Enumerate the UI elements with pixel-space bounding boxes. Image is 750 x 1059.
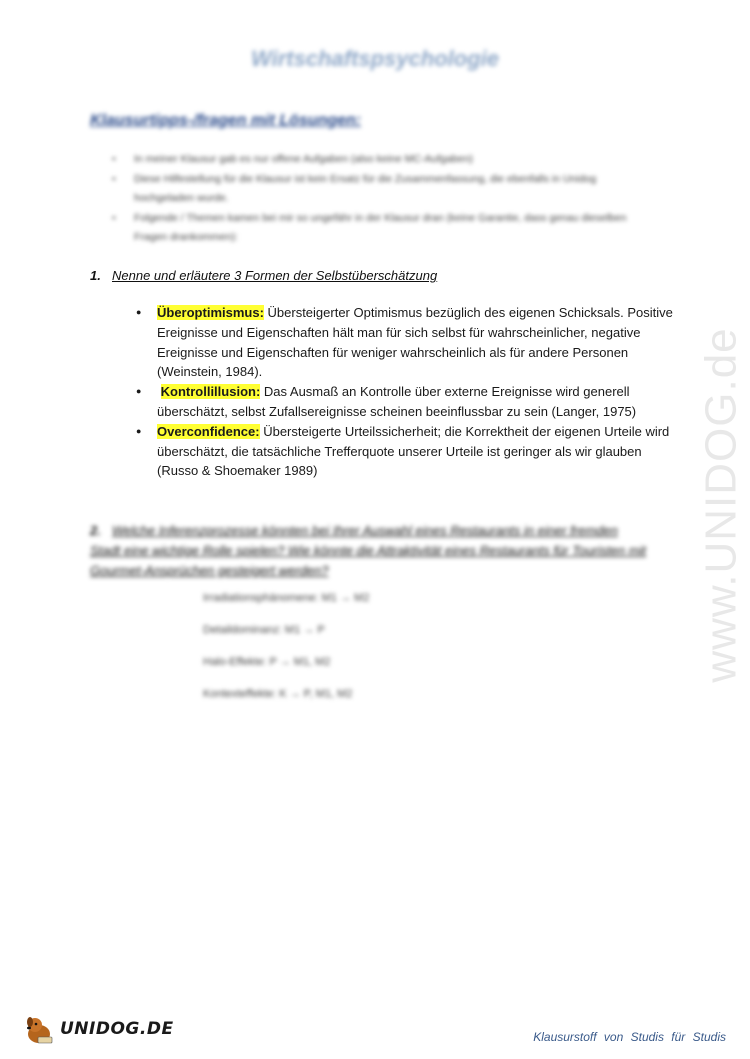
question-text: Welche Inferenzprozesse könnten bei Ihrer Auswahl eines Restaurants in einer fremden Stadt eine wichtige Rolle spielen? Wie könnte die Attraktivität eines Restaurants für Touristen mit Gourmet-Ansprüchen gesteigert werden? [90, 523, 647, 578]
answer-term: Überoptimismus: [157, 305, 264, 320]
answer-text: Das Ausmaß an Kontrolle über externe Ereignisse wird generell überschätzt, selbst Zufallsereignisse scheinen beeinflussbar zu sein (Langer, 1975) [157, 384, 637, 419]
question-2-heading [90, 521, 650, 581]
intro-list [112, 150, 652, 248]
answer-text: Übersteigerter Optimismus bezüglich des eigenen Schicksals. Positive Ereignisse und Eigenschaften hält man für sich selbst für wahrscheinlicher, negative Ereignisse und Eigenschaften für weniger wahrscheinlich als für andere Personen (Weinstein, 1984). [157, 305, 673, 380]
intro-bullet: ▪ Folgende / Themen kamen bei mir so ungefähr in der Klausur dran (keine Garantie, dass genau dieselben Fragen drankommen): [112, 209, 652, 248]
unidog-logo[interactable] [22, 1012, 174, 1046]
answer-line: Irradiationsphänomene: M1 → M2 [203, 592, 370, 604]
question-number: 1. [90, 268, 101, 283]
answer-line: Halo-Effekte: P → M1, M2 [203, 656, 331, 668]
answer-term: Kontrollillusion: [160, 384, 261, 400]
watermark-text: www.UNIDOG.de [697, 327, 747, 683]
answer-line: Detaildominanz: M1 → P [203, 624, 325, 636]
answer-item [136, 382, 676, 422]
question-1-answers [136, 303, 676, 481]
question-number: 2. [90, 523, 101, 538]
footer-tagline: Klausurstoff von Studis für Studis [533, 1030, 726, 1044]
document-subtitle: Klausurtipps-/fragen mit Lösungen: [90, 112, 362, 129]
answer-line: Kontexteffekte: K → P, M1, M2 [203, 688, 353, 700]
question-text: Nenne und erläutere 3 Formen der Selbstüberschätzung [112, 268, 438, 283]
intro-bullet: ▪ In meiner Klausur gab es nur offene Aufgaben (also keine MC-Aufgaben) [112, 150, 652, 170]
answer-text: Übersteigerte Urteilssicherheit; die Korrektheit der eigenen Urteile wird überschätzt, die tatsächliche Trefferquote unserer Urteile ist geringer als wir glauben (Russo & Shoemaker 1989) [157, 423, 670, 479]
document-title: Wirtschaftspsychologie [251, 46, 499, 71]
dog-icon [22, 1012, 56, 1046]
question-1-heading [90, 266, 650, 286]
logo-text: UNIDOG.DE [60, 1019, 174, 1039]
watermark [622, 280, 750, 730]
answer-item [136, 303, 676, 382]
answer-term: Overconfidence: [157, 423, 260, 439]
answer-item [136, 422, 676, 481]
question-2-answers [203, 592, 369, 720]
intro-bullet: ▪ Diese Hilfestellung für die Klausur ist kein Ersatz für die Zusammenfassung, die ebenfalls in Unidog hochgeladen wurde. [112, 170, 652, 209]
